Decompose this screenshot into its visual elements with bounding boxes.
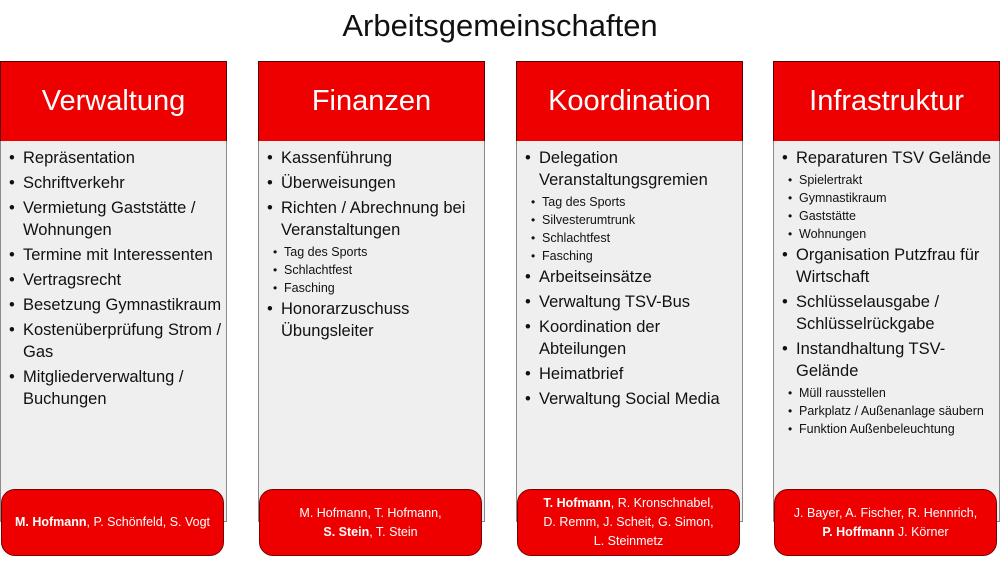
members-box [259, 489, 482, 556]
list-item: • Kostenüberprüfung Strom / Gas [9, 319, 222, 363]
list-item: • Reparaturen TSV Gelände [782, 147, 995, 169]
members-line [543, 494, 713, 513]
sub-list-item: • Fasching [273, 280, 480, 297]
list-item: • Arbeitseinsätze [525, 266, 738, 288]
list-item: • Schlüsselausgabe / Schlüsselrückgabe [782, 291, 995, 335]
list-item: • Organisation Putzfrau für Wirtschaft [782, 244, 995, 288]
list-item: • Überweisungen [267, 172, 480, 194]
members-box [517, 489, 740, 556]
members-line [794, 504, 977, 523]
column-heading: Infrastruktur [773, 61, 1000, 142]
column-body [0, 141, 227, 522]
list-item: • Heimatbrief [525, 363, 738, 385]
sub-list-item: • Müll rausstellen [788, 385, 995, 402]
member-names: J. Körner [894, 524, 949, 539]
list-item: • Vertragsrecht [9, 269, 222, 291]
sub-list-item: • Schlachtfest [273, 262, 480, 279]
list-item: • Instandhaltung TSV-Gelände [782, 338, 995, 382]
member-names: J. Bayer, A. Fischer, R. Hennrich, [793, 505, 978, 520]
member-names: , P. Schönfeld, S. Vogt [86, 515, 210, 529]
column-heading: Finanzen [258, 61, 485, 142]
lead-member-name: P. Hoffmann [822, 524, 895, 539]
members-box [774, 489, 997, 556]
members-line [543, 532, 713, 551]
list-item: • Verwaltung Social Media [525, 388, 738, 410]
column-body [258, 141, 485, 522]
list-item: • Koordination der Abteilungen [525, 316, 738, 360]
sub-list-item: • Tag des Sports [531, 194, 738, 211]
page-title: Arbeitsgemeinschaften [342, 8, 658, 43]
list-item: • Delegation Veranstaltungsgremien [525, 147, 738, 191]
members-line [15, 513, 210, 532]
sub-list-item: • Tag des Sports [273, 244, 480, 261]
list-item: • Kassenführung [267, 147, 480, 169]
list-item: • Besetzung Gymnastikraum [9, 294, 222, 316]
task-list [774, 141, 999, 438]
column-infrastruktur [773, 61, 1000, 556]
column-koordination [516, 61, 743, 556]
sub-list-item: • Silvesterumtrunk [531, 212, 738, 229]
member-names: , R. Kronschnabel, [610, 496, 714, 510]
member-names: D. Remm, J. Scheit, G. Simon, [543, 515, 714, 529]
column-heading: Verwaltung [0, 61, 227, 142]
sub-list-item: • Funktion Außenbeleuchtung [788, 421, 995, 438]
lead-member-name: S. Stein [323, 524, 370, 539]
list-item: • Verwaltung TSV-Bus [525, 291, 738, 313]
sub-list-item: • Fasching [531, 248, 738, 265]
list-item: • Repräsentation [9, 147, 222, 169]
column-heading: Koordination [516, 61, 743, 142]
members-box [1, 489, 224, 556]
members-line [299, 523, 441, 542]
sub-list-item: • Gaststätte [788, 208, 995, 225]
members-line [299, 504, 441, 523]
list-item: • Termine mit Interessenten [9, 244, 222, 266]
sub-list-item: • Schlachtfest [531, 230, 738, 247]
list-item: • Mitgliederverwaltung / Buchungen [9, 366, 222, 410]
list-item: • Honorarzuschuss Übungsleiter [267, 298, 480, 342]
task-list [517, 141, 742, 410]
members-line [794, 523, 977, 542]
member-names: M. Hofmann, T. Hofmann, [299, 505, 442, 520]
sub-list-item: • Gymnastikraum [788, 190, 995, 207]
sub-list-item: • Spielertrakt [788, 172, 995, 189]
task-list [259, 141, 484, 342]
list-item: • Vermietung Gaststätte / Wohnungen [9, 197, 222, 241]
sub-list-item: • Parkplatz / Außenanlage säubern [788, 403, 995, 420]
column-verwaltung [0, 61, 227, 556]
list-item: • Richten / Abrechnung bei Veranstaltungen [267, 197, 480, 241]
column-finanzen [258, 61, 485, 556]
list-item: • Schriftverkehr [9, 172, 222, 194]
members-line [543, 513, 713, 532]
column-body [773, 141, 1000, 522]
column-body [516, 141, 743, 522]
sub-list-item: • Wohnungen [788, 226, 995, 243]
lead-member-name: T. Hofmann [543, 496, 611, 510]
task-list [1, 141, 226, 410]
member-names: , T. Stein [369, 524, 418, 539]
lead-member-name: M. Hofmann [15, 515, 87, 529]
member-names: L. Steinmetz [593, 534, 664, 548]
